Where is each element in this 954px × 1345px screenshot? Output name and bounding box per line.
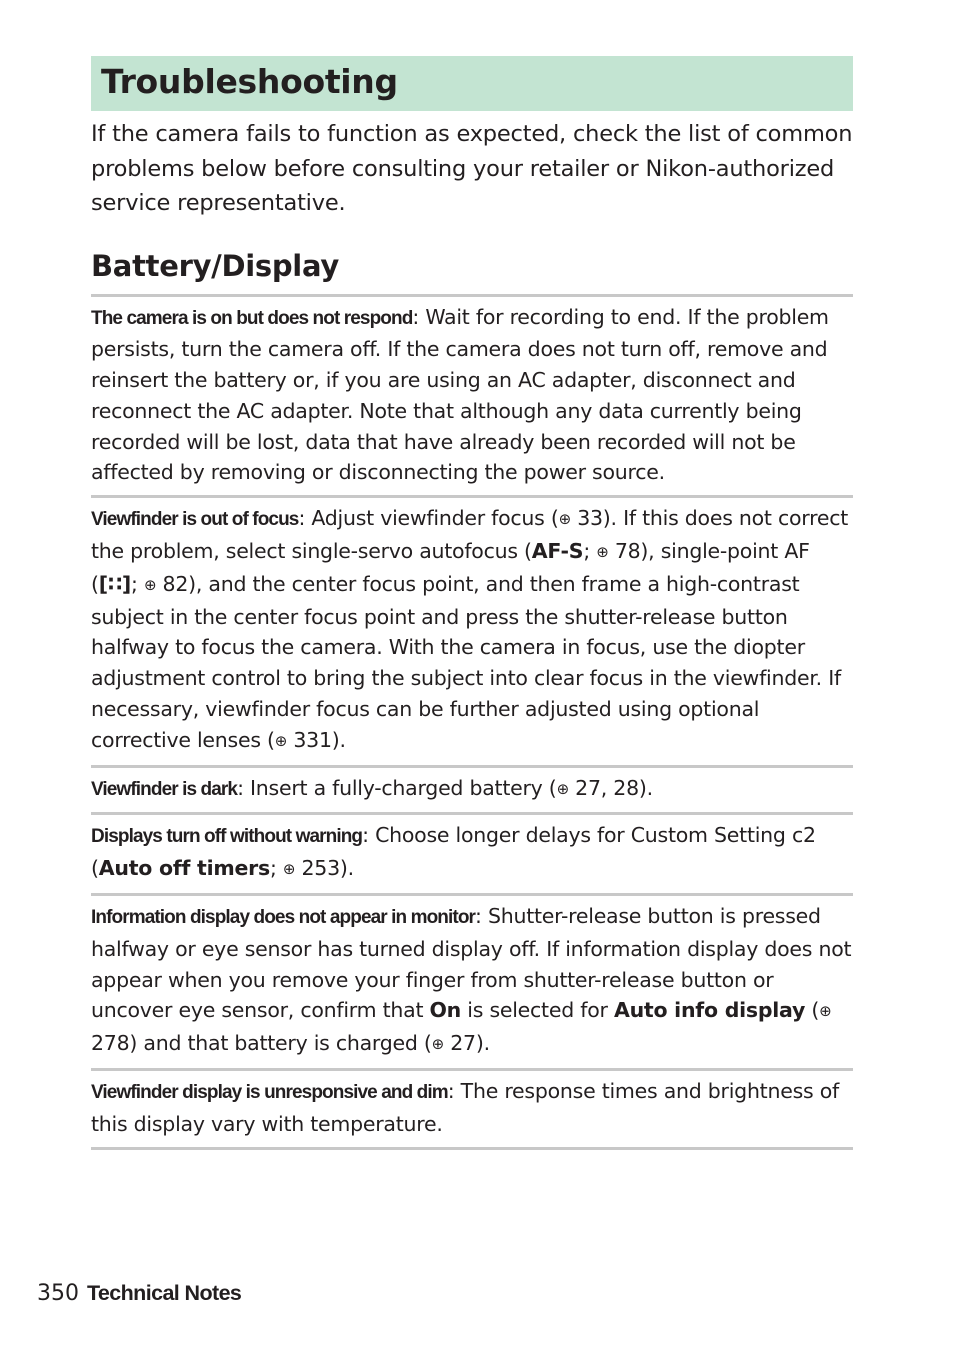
entry-text: 82), and the center focus point, and then frame a high-contrast subject in the center focus point and press the shutter-release button halfway to focus the camera. With the camera in focus, use the diopter adjustment control to bring the subject into clear focus in the viewfinder. If necessary, viewfinder focus can be further adjusted using optional corrective lenses ( [91,571,841,752]
entry-viewfinder-dark [91,768,853,816]
entry-text: 33). If this does not correct the problem, select single-servo autofocus ( [91,506,849,564]
book-reference-icon: ⊕ [431,1035,444,1054]
entry-viewfinder-out-of-focus [91,498,853,767]
entry-viewfinder-unresponsive [91,1071,853,1150]
page-footer [37,1276,241,1311]
book-reference-icon: ⊕ [558,510,571,529]
entry-text: : The response times and brightness of this display vary with temperature. [91,1079,839,1136]
entry-text: 331). [287,727,346,752]
entry-bold-term: On [429,998,462,1023]
book-reference-icon: ⊕ [556,779,569,798]
entry-bold-term: AF-S [531,539,584,564]
entry-text: 78), single-point AF ( [91,539,810,596]
entry-text: is selected for [461,998,614,1023]
entry-term: The camera is on but does not respond [91,307,413,329]
entry-displays-turn-off [91,815,853,896]
entry-text: 27, 28). [568,775,653,800]
book-reference-icon: ⊕ [282,860,296,879]
entry-text: ; [131,571,144,596]
entry-text: : Adjust viewfinder focus ( [298,506,559,531]
page-title: Troubleshooting [101,62,398,101]
entry-bold-term: Auto off timers [98,856,270,881]
intro-paragraph: If the camera fails to function as expected, check the list of common problems below before consulting your retailer or Nikon-authorized service representative. [91,121,853,216]
entry-text: 278) and that battery is charged ( [91,1031,432,1056]
entry-text: : Insert a fully-charged battery ( [237,775,557,800]
entry-term: Viewfinder is out of focus [91,509,299,531]
entry-term: Information display does not appear in monitor [91,907,476,929]
entry-text: : Shutter-release button is pressed halfway or eye sensor has turned display off. If information display does not appear when you remove your finger from shutter-release button or uncover eye sensor, confirm that [91,904,852,1023]
entry-text: 253). [295,856,354,881]
title-banner [91,56,853,111]
section-label: Technical Notes [87,1281,242,1305]
single-point-af-icon: [∷] [98,571,132,596]
entry-camera-not-responding [91,297,853,499]
page-content [91,56,853,1150]
entry-term: Displays turn off without warning [91,826,363,848]
book-reference-icon: ⊕ [274,731,288,750]
entry-term: Viewfinder is dark [91,778,238,800]
entry-text: : Choose longer delays for Custom Setting c2 ( [91,823,816,881]
section-title: Battery/Display [91,247,853,297]
book-reference-icon: ⊕ [596,543,609,562]
book-reference-icon: ⊕ [143,575,157,594]
entry-text: ( [805,998,820,1023]
entry-text: : Wait for recording to end. If the problem persists, turn the camera off. If the camera does not turn off, remove and reinsert the battery or, if you are using an AC adapter, disconnect and reconnect the AC adapter. Note that although any data currently being recorded will be lost, data that have already been recorded will not be affected by removing or disconnecting the power source. [91,304,829,485]
book-reference-icon: ⊕ [819,1002,832,1021]
entry-bold-term: Auto info display [613,998,806,1023]
entry-text: ; [269,856,283,881]
entry-info-display-missing [91,896,853,1071]
entry-text: ; [583,539,597,564]
entry-text: 27). [443,1031,490,1056]
page-number: 350 [37,1281,79,1306]
entry-term: Viewfinder display is unresponsive and dim [91,1082,448,1104]
